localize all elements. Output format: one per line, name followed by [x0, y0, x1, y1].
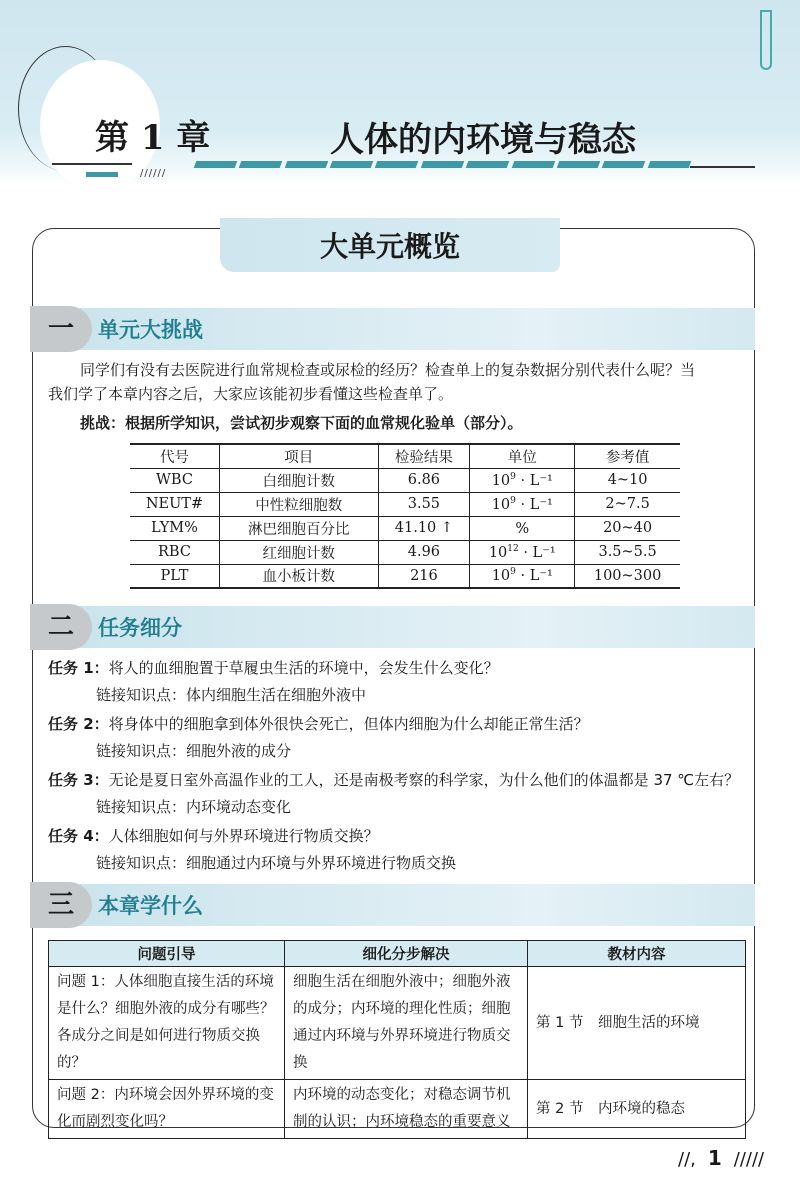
reference-cell: 4~10: [575, 468, 680, 492]
code-cell: NEUT#: [130, 492, 219, 516]
result-cell: 6.86: [378, 468, 470, 492]
decorative-hatch: //////: [140, 168, 167, 179]
result-cell: 41.10 ↑: [378, 516, 470, 540]
section-number: 二: [30, 604, 92, 650]
task-label: 任务 1：: [48, 659, 109, 677]
question-cell: 问题 2：内环境会因外界环境的变化而剧烈变化吗？: [49, 1080, 285, 1139]
unit-exponent: 9: [510, 567, 516, 578]
section-number: 一: [30, 306, 92, 352]
reference-cell: 100~300: [575, 564, 680, 588]
code-cell: PLT: [130, 564, 219, 588]
test-tube-icon: [760, 10, 772, 70]
column-header: 检验结果: [378, 444, 470, 468]
table-header-row: [130, 444, 680, 468]
unit-exponent: 9: [510, 471, 516, 482]
table-header-row: [49, 941, 746, 967]
table-row: [130, 564, 680, 588]
task-item: [48, 824, 379, 848]
unit-exponent: 12: [507, 543, 519, 554]
divider: [690, 166, 755, 168]
table-row: [49, 1080, 746, 1139]
chapter-content-table: [48, 940, 746, 1139]
page-deco: /////: [733, 1149, 765, 1170]
column-header: 问题引导: [49, 941, 285, 967]
task-text: 将人的血细胞置于草履虫生活的环境中，会发生什么变化？: [108, 659, 499, 677]
intro-paragraph: 我们学了本章内容之后，大家应该能初步看懂这些检查单了。: [48, 385, 454, 403]
unit-base: 10: [491, 568, 511, 585]
unit-cell: [470, 564, 575, 588]
decorative-bar: [86, 172, 118, 177]
table-row: [130, 516, 680, 540]
code-cell: LYM%: [130, 516, 219, 540]
chapter-number: 第 1 章: [95, 118, 211, 158]
page-deco: //,: [678, 1149, 696, 1170]
task-label: 任务 2：: [48, 715, 109, 733]
item-cell: 白细胞计数: [219, 468, 378, 492]
content-cell: 第 2 节 内环境的稳态: [528, 1080, 746, 1139]
divider: [52, 163, 132, 165]
column-header: 细化分步解决: [285, 941, 528, 967]
task-text: 将身体中的细胞拿到体外很快会死亡，但体内细胞为什么却能正常生活？: [108, 715, 589, 733]
steps-cell: 内环境的动态变化；对稳态调节机制的认识；内环境稳态的重要意义: [285, 1080, 528, 1139]
intro-paragraph: 同学们有没有去医院进行血常规检查或尿检的经历？检查单上的复杂数据分别代表什么呢？当: [80, 361, 696, 379]
result-cell: 3.55: [378, 492, 470, 516]
content-cell: 第 1 节 细胞生活的环境: [528, 967, 746, 1080]
chapter-title: 人体的内环境与稳态: [330, 120, 636, 160]
unit-tail: · L⁻¹: [515, 472, 553, 489]
table-row: [49, 967, 746, 1080]
item-cell: 淋巴细胞百分比: [219, 516, 378, 540]
unit-exponent: 9: [510, 495, 516, 506]
task-link: 链接知识点：体内细胞生活在细胞外液中: [96, 686, 367, 704]
column-header: 项目: [219, 444, 378, 468]
unit-cell: [470, 540, 575, 564]
unit-base: 10: [488, 544, 508, 561]
unit-cell: [470, 468, 575, 492]
section-title: 任务细分: [98, 616, 182, 640]
section-header-challenge: [32, 308, 755, 350]
task-item: [48, 768, 739, 792]
unit-base: 10: [491, 496, 511, 513]
task-label: 任务 3：: [48, 771, 109, 789]
column-header: 参考值: [575, 444, 680, 468]
challenge-text: 挑战：根据所学知识，尝试初步观察下面的血常规化验单（部分）。: [80, 414, 523, 432]
task-link: 链接知识点：细胞外液的成分: [96, 742, 292, 760]
task-link: 链接知识点：细胞通过内环境与外界环境进行物质交换: [96, 854, 457, 872]
result-cell: 4.96: [378, 540, 470, 564]
overview-title: 大单元概览: [220, 218, 560, 272]
section-header-chapter-content: [32, 884, 755, 926]
task-text: 人体细胞如何与外界环境进行物质交换？: [108, 827, 379, 845]
section-header-tasks: [32, 606, 755, 648]
reference-cell: 2~7.5: [575, 492, 680, 516]
task-label: 任务 4：: [48, 827, 109, 845]
table-row: [130, 468, 680, 492]
table-row: [130, 492, 680, 516]
unit-base: %: [515, 520, 530, 537]
unit-tail: · L⁻¹: [518, 544, 556, 561]
steps-cell: 细胞生活在细胞外液中；细胞外液的成分；内环境的理化性质；细胞通过内环境与外界环境进行物质交换: [285, 967, 528, 1080]
task-item: [48, 656, 499, 680]
column-header: 单位: [470, 444, 575, 468]
unit-cell: [470, 516, 575, 540]
table-row: [130, 540, 680, 564]
page-number: [678, 1146, 764, 1170]
unit-tail: · L⁻¹: [515, 568, 553, 585]
unit-base: 10: [491, 472, 511, 489]
section-number: 三: [30, 882, 92, 928]
section-title: 本章学什么: [98, 894, 203, 918]
reference-cell: 3.5~5.5: [575, 540, 680, 564]
decorative-stripe: [195, 161, 690, 168]
task-link: 链接知识点：内环境动态变化: [96, 798, 292, 816]
item-cell: 红细胞计数: [219, 540, 378, 564]
task-text: 无论是夏日室外高温作业的工人，还是南极考察的科学家，为什么他们的体温都是 37 ℃左右？: [108, 771, 740, 789]
column-header: 代号: [130, 444, 219, 468]
result-cell: 216: [378, 564, 470, 588]
page-number-value: 1: [707, 1146, 722, 1170]
blood-test-table: [130, 443, 680, 589]
task-item: [48, 712, 589, 736]
question-cell: 问题 1：人体细胞直接生活的环境是什么？细胞外液的成分有哪些？各成分之间是如何进行物质交换的？: [49, 967, 285, 1080]
item-cell: 中性粒细胞数: [219, 492, 378, 516]
code-cell: WBC: [130, 468, 219, 492]
reference-cell: 20~40: [575, 516, 680, 540]
unit-tail: · L⁻¹: [515, 496, 553, 513]
column-header: 教材内容: [528, 941, 746, 967]
code-cell: RBC: [130, 540, 219, 564]
item-cell: 血小板计数: [219, 564, 378, 588]
unit-cell: [470, 492, 575, 516]
section-title: 单元大挑战: [98, 318, 203, 342]
